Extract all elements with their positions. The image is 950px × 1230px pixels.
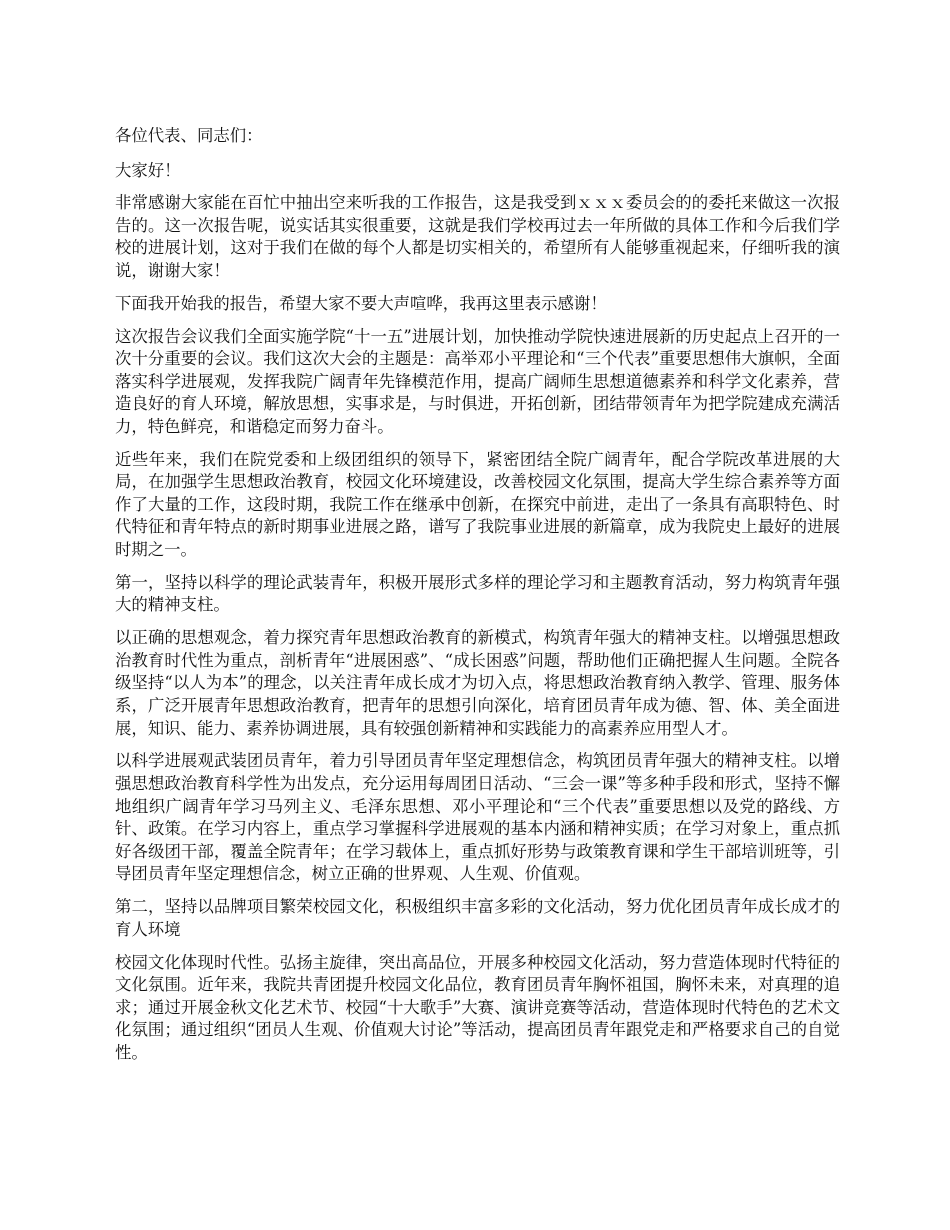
- paragraph-recent-years: 近些年来，我们在院党委和上级团组织的领导下，紧密团结全院广阔青年，配合学院改革进展的大局，在加强学生思想政治教育，校园文化环境建设，改善校园文化氛围，提高大学生综合素养等方面作了大量的工作，这段时期，我院工作在继承中创新，在探究中前进，走出了一条具有高职特色、时代特征和青年特点的新时期事业进展之路，谱写了我院事业进展的新篇章，成为我院史上最好的进展时期之一。: [115, 449, 840, 560]
- document-body: [115, 125, 840, 1075]
- section-heading-second: 第二，坚持以品牌项目繁荣校园文化，积极组织丰富多彩的文化活动，努力优化团员青年成长成才的育人环境: [115, 897, 840, 939]
- section-heading-first: 第一，坚持以科学的理论武装青年，积极开展形式多样的理论学习和主题教育活动，努力构筑青年强大的精神支柱。: [115, 572, 840, 615]
- salutation: 各位代表、同志们：: [115, 126, 263, 145]
- paragraph-scientific-development: 以科学进展观武装团员青年，着力引导团员青年坚定理想信念，构筑团员青年强大的精神支柱。以增强思想政治教育科学性为出发点，充分运用每周团日活动、“三会一课”等多种手段和形式，坚持不懈地组织广阔青年学习马列主义、毛泽东思想、邓小平理论和“三个代表”重要思想以及党的路线、方针、政策。在学习内容上，重点学习掌握科学进展观的基本内涵和精神实质；在学习对象上，重点抓好各级团干部，覆盖全院青年；在学习载体上，重点抓好形势与政策教育课和学生干部培训班等，引导团员青年坚定理想信念，树立正确的世界观、人生观、价值观。: [115, 751, 840, 884]
- paragraph-start-report: 下面我开始我的报告，希望大家不要大声喧哗，我再这里表示感谢！: [115, 293, 607, 313]
- greeting: 大家好！: [115, 160, 181, 180]
- paragraph-campus-culture: 校园文化体现时代性。弘扬主旋律，突出高品位，开展多种校园文化活动，努力营造体现时代特征的文化氛围。近年来，我院共青团提升校园文化品位，教育团员青年胸怀祖国，胸怀未来，对真理的追求；通过开展金秋文化艺术节、校园“十大歌手”大赛、演讲竞赛等活动，营造体现时代特色的艺术文化氛围；通过组织“团员人生观、价值观大讨论”等活动，提高团员青年跟党走和严格要求自己的自觉性。: [115, 952, 840, 1062]
- paragraph-meeting-theme: 这次报告会议我们全面实施学院“十一五”进展计划，加快推动学院快速进展新的历史起点上召开的一次十分重要的会议。我们这次大会的主题是：高举邓小平理论和“三个代表”重要思想伟大旗帜，全面落实科学进展观，发挥我院广阔青年先锋模范作用，提高广阔师生思想道德素养和科学文化素养，营造良好的育人环境，解放思想，实事求是，与时俱进，开拓创新，团结带领青年为把学院建成充满活力，特色鲜亮，和谐稳定而努力奋斗。: [115, 326, 840, 436]
- paragraph-ideology: 以正确的思想观念，着力探究青年思想政治教育的新模式，构筑青年强大的精神支柱。以增强思想政治教育时代性为重点，剖析青年“进展困惑”、“成长困惑”问题，帮助他们正确把握人生问题。全院各级坚持“以人为本”的理念，以关注青年成长成才为切入点，将思想政治教育纳入教学、管理、服务体系，广泛开展青年思想政治教育，把青年的思想引向深化，培育团员青年成为德、智、体、美全面进展，知识、能力、素养协调进展，具有较强创新精神和实践能力的高素养应用型人才。: [115, 628, 840, 738]
- paragraph-thanks: 非常感谢大家能在百忙中抽出空来听我的工作报告，这是我受到ｘｘｘ委员会的的委托来做这一次报告的。这一次报告呢，说实话其实很重要，这就是我们学校再过去一年所做的具体工作和今后我们学校的进展计划，这对于我们在做的每个人都是切实相关的，希望所有人能够重视起来，仔细听我的演说，谢谢大家！: [115, 193, 840, 280]
